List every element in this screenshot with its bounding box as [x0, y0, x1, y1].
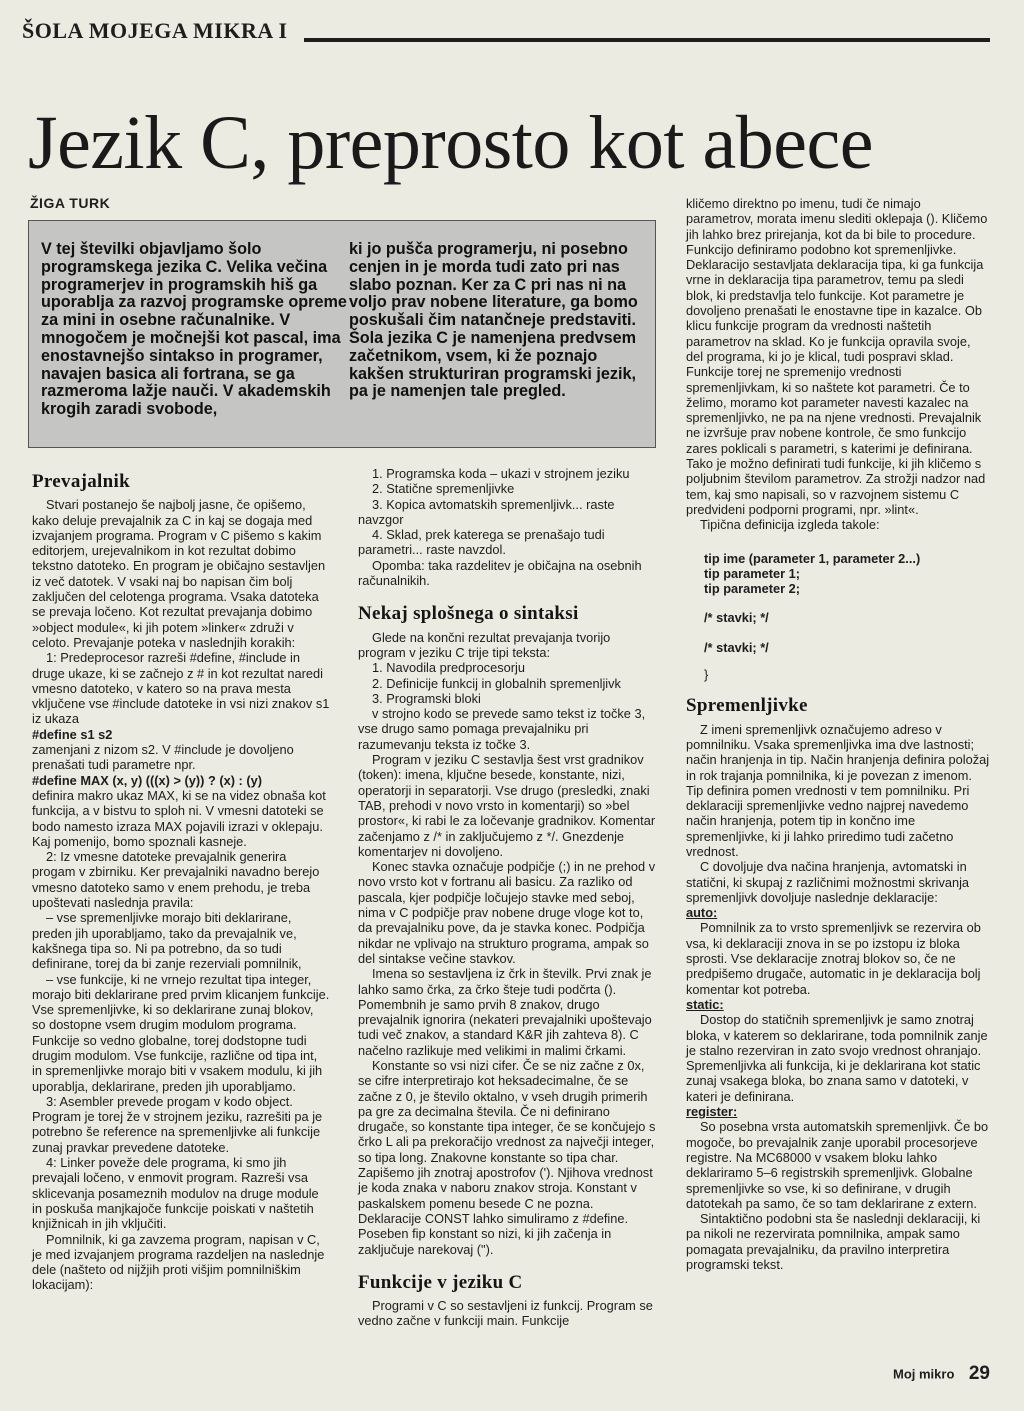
list-item: 1. Programska koda – ukazi v strojnem jeziku	[372, 466, 630, 481]
paragraph: Stvari postanejo še najbolj jasne, če opišemo, kako deluje prevajalnik za C in kaj se dogaja med izvajanjem programa. Program v C pišemo s kakim editorjem, urejevalnikom in kot rezultat dobimo tekstno datoteko. En program je običajno sestavljen iz več datotek. V vsaki naj bo napisan čim bolj zaključen del celotenga programa. Vsaka datoteka se prevaja ločeno. Kot rezultat prevajanja dobimo »object module«, ki jih potem »linker« združi v celoto. Prevajanje poteka v naslednjih korakih:	[32, 497, 326, 650]
lead-text-left: V tej številki objavljamo šolo programskega jezika C. Velika večina programerjev in programskih hiš ga uporablja za razvoj programske opreme za mini in osebne računalnike. V mnogočem je močnejši kot pascal, ima enostavnejšo sintakso in programer, navajen basica ali fortrana, se ga razmeroma lažje nauči. V akademskih krogih zaradi svobode,	[41, 240, 347, 419]
paragraph: Program v jeziku C sestavlja šest vrst gradnikov (token): imena, ključne besede, konstante, nizi, operatorji in separatorji. Vse drugo (presledki, znaki TAB, prehodi v novo vrsto in komentarji) so »bel prostor«, ki rabi le za ločevanje gradnikov. Komentar začenjamo z /* in zaključujemo z */. Gnezdenje komentarjev ni dovoljeno.	[358, 752, 656, 859]
paragraph: Konstante so vsi nizi cifer. Če se niz začne z 0x, se cifre interpretirajo kot heksadecimalne, če se začne z 0, je število oktalno, v vseh drugih primerih pa gre za decimalna števila. Če ni definirano drugače, so konstante tipa integer, če se končujejo s črko L ali pa prekoračijo vrednost za največji integer, so tipa long. Znakovne konstante so tipa char. Zapišemo jih znotraj apostrofov ('). Njihova vrednost je koda znaka v naboru znakov stroja. Konstant v paskalskem pomenu besede C ne pozna. Deklaracije CONST lahko simuliramo z #define. Poseben fip konstant so nizi, ki jih začenja in zaključuje narekovaj (").	[358, 1057, 656, 1257]
list-item: 3. Kopica avtomatskih spremenljivk... raste navzgor	[358, 496, 615, 527]
list-item: 3. Programski bloki	[372, 690, 481, 706]
paragraph: 2: Iz vmesne datoteke prevajalnik generira progam v zbirniku. Ker prevajalniki navadno berejo vmesno datoteko samo v enem prehodu, je treba upoštevati naslednja pravila:	[32, 849, 320, 911]
heading-spremenljivke: Spremenljivke	[686, 695, 808, 717]
paragraph: Konec stavka označuje podpičje (;) in ne prehod v novo vrsto kot v fortranu ali basicu. Za razliko od pascala, kjer podpičje ločujejo stavke med seboj, nima v C podpičje prav nobene druge vloge kot to, da prevajalniku pove, da je stavka konec. Podpičja nikdar ne vplivajo na strukturo programa, ampak so del sintakse večine stavkov.	[358, 859, 656, 966]
header-rule	[304, 38, 990, 42]
paragraph: Sintaktično podobni sta še naslednji deklaraciji, ki pa nikoli ne rezervirata pomnilnika, ampak samo pomagata prevajalniku, da pravilno interpretira programski tekst.	[686, 1211, 981, 1272]
list-item: 2. Statične spremenljivke	[372, 481, 515, 497]
lead-box	[28, 220, 656, 448]
paragraph: Tipična definicija izgleda takole:	[700, 517, 880, 533]
label-register: register:	[686, 1104, 738, 1120]
heading-funkcije: Funkcije v jeziku C	[358, 1271, 523, 1293]
list-item: 2. Definicije funkcij in globalnih spremenljivk	[372, 675, 621, 691]
paragraph: definira makro ukaz MAX, ki se na videz obnaša kot funkcija, a v bistvu to sploh ni. V vmesni datoteki se bodo namesto izraza MAX pojavili izrazi v oklepaju. Kaj pomenijo, bomo spoznali kasneje.	[32, 787, 326, 849]
paragraph: Glede na končni rezultat prevajanja tvorijo program v jeziku C trije tipi teksta:	[358, 629, 611, 660]
page-footer	[893, 1363, 990, 1385]
paragraph: – vse funkcije, ki ne vrnejo rezultat tipa integer, morajo biti deklarirane pred prvim klicanjem funkcije. Vse spremenljivke, ki so deklarirane zunaj blokov, so dostopne vsem drugim modulom programa. Funkcije so vedno globalne, torej dodstopne tudi drugim modulom. Vse funkcije, različne od tipa int, in spremenljivke morajo biti v vsakem modulu, ki jih uporablja, deklarirane, preden jih uporabljamo.	[32, 971, 330, 1094]
code-line: tip parameter 1;	[704, 565, 801, 581]
paragraph: Dostop do statičnih spremenljivk je samo znotraj bloka, v katerem so deklarirane, toda pomnilnik zanje je stalno rezerviran in zato svojo vrednost ohranjajo. Spremenljivka ali funkcija, ki je deklarirana kot static zunaj vsakega bloka, bo znana samo v datoteki, v kateri je definirana.	[686, 1012, 988, 1104]
page-number: 29	[968, 1363, 990, 1384]
code-line: /* stavki; */	[704, 610, 769, 626]
paragraph: 1: Predeprocesor razreši #define, #include in druge ukaze, ki se začnejo z # in kot rezultat naredi vmesno datoteko, v katero so na prava mesta vključene vse #include datoteke in vsi nizi znakov s1 iz ukaza	[32, 650, 330, 727]
heading-sintaksa: Nekaj splošnega o sintaksi	[358, 603, 579, 625]
section-header	[22, 18, 990, 48]
code-line: /* stavki; */	[704, 639, 769, 655]
list-item: 1. Navodila predprocesorju	[372, 660, 525, 676]
list-item: 4. Sklad, prek katerega se prenašajo tudi parametri... raste navzdol.	[358, 527, 605, 558]
label-auto: auto:	[686, 905, 718, 921]
paragraph: Imena so sestavljena iz črk in številk. Prvi znak je lahko samo črka, za črko šteje tudi podčrta (). Pomembnih je samo prvih 8 znakov, drugo prevajalnik ignorira (nekateri prevajalniki upoštevajo tudi več znakov, a standard K&R jih zahteva 8). C načelno razlikuje med velikimi in malimi črkami.	[358, 966, 652, 1058]
paragraph: v strojno kodo se prevede samo tekst iz točke 3, vse drugo samo pomaga prevajalniku pri razumevanju teksta iz točke 3.	[358, 706, 646, 752]
code-line: #define MAX (x, y) (((x) > (y)) ? (x) : (y)	[32, 772, 263, 788]
label-static: static:	[686, 996, 724, 1012]
paragraph: Pomnilnik, ki ga zavzema program, napisan v C, je med izvajanjem programa razdeljen na naslednje dele (našteto od nijžjih proti višjim pomnilniškim lokacijam):	[32, 1231, 325, 1293]
paragraph: 4: Linker poveže dele programa, ki smo jih prevajali ločeno, v enmovit program. Razreši vsa sklicevanja posameznih modulov na druge module in poskuša manjkajoče funkcije poiskati v naštetih knjižnicah in jih vključiti.	[32, 1155, 319, 1232]
article-title: Jezik C, preprosto kot abece	[28, 101, 873, 185]
paragraph: 3: Asembler prevede progam v kodo object. Program je torej že v strojnem jeziku, razrešiti pa je potrebno še reference na spremenljivke ali funkcije zunaj pravkar prevedene datoteke.	[32, 1093, 323, 1155]
lead-text-right: ki jo pušča programerju, ni posebno cenjen in je morda tudi zato pri nas slabo poznan. Ker za C pri nas ni na voljo prav nobene literature, ga bomo poskušali čim natančneje predstaviti. Šola jezika C je namenjena predvsem začetnikom, vsem, ki že poznajo kakšen strukturiran programski jezik, pa je namenjen tale pregled.	[349, 240, 638, 401]
section-title: ŠOLA MOJEGA MIKRA I	[22, 18, 288, 43]
paragraph: – vse spremenljivke morajo biti deklarirane, preden jih uporabljamo, tako da prevajalnik ve, kakšnega tipa so. Ni pa potrebno, da so tudi definirane, torej da bi zanje rezerviali pomnilnik,	[32, 910, 302, 972]
magazine-name: Moj mikro	[893, 1366, 955, 1382]
column-2	[358, 466, 658, 1329]
column-1	[32, 470, 330, 1293]
code-line: tip ime (parameter 1, parameter 2...)	[704, 550, 921, 566]
paragraph: Z imeni spremenljivk označujemo adreso v pomnilniku. Vsaka spremenljivka ima dve lastnosti; način hranjenja in tip. Način hranjenja definira položaj in rok trajanja pomnilnika, ki je povezan z imenom. Tip definira pomen vrednosti v tem pomnilniku. Pri deklaraciji spremenljivke vedno najprej navedemo način hranjenja, potem tip in končno ime spremenljivke, ki ji lahko priredimo tudi začetno vrednost.	[686, 721, 990, 859]
code-line: tip parameter 2;	[704, 581, 801, 597]
article-author: ŽIGA TURK	[30, 195, 111, 211]
paragraph: Programi v C so sestavljeni iz funkcij. Program se vedno začne v funkciji main. Funkcije	[358, 1298, 653, 1329]
paragraph: kličemo direktno po imenu, tudi če nimajo parametrov, morata imenu slediti oklepaja (). Kličemo jih lahko brez prirejanja, kot da bi bile to procedure. Funkcijo definiramo podobno kot spremenljivke. Deklaracijo sestavljata deklaracija tipa, ki ga funkcija vrne in deklaracija tipa parametrov, temu pa sledi blok, ki predstavlja telo funkcije. Kot parametre je dovoljeno prenašati le enostavne tipe in kazalce. Ob klicu funkcije program da vrednosti naštetih parametrov na sklad. Ko je funkcija opravila svoje, del programa, ki jo je klical, tudi pospravi sklad. Funkcije torej ne spremenijo vrednosti spremenljivkam, ki so naštete kot parametri. Če to želimo, moramo kot parameter navesti kazalec na spremenljivko, ne pa na njene vrednosti. Prevajalnik ne izvršuje prav nobene kontrole, če smo funkcijo zares poklicali s parametri, s katerimi je definirana. Tako je možno definirati tudi funkcije, ki jih kličemo s poljubnim številom parametrov. Za strožji nadzor nad tem, kaj smo napisali, so v razvojnem sistemu C predvideni podporni programi, npr. »lint«.	[686, 196, 988, 517]
code-line: }	[704, 667, 709, 683]
paragraph: So posebna vrsta automatskih spremenljivk. Če bo mogoče, bo prevajalnik zanje uporabil procesorjeve registre. Na MC68000 v vsakem bloku lahko deklariramo 5–6 registrskih spremenljivk. Globalne spremenljivke so vse, ki so definirane, v drugih datotekah pa samo, če so tam deklarirane z extern.	[686, 1119, 989, 1211]
note: Opomba: taka razdelitev je običajna na osebnih računalnikih.	[358, 557, 642, 589]
column-3	[686, 196, 990, 1272]
paragraph: Pomnilnik za to vrsto spremenljivk se rezervira ob vsa, ki deklaraciji znova in se po izstopu iz bloka sprosti. Vse deklaracije znotraj blokov so, če ne predpišemo drugače, automatic in je deklaracija bolj komentar kot potreba.	[686, 920, 981, 997]
paragraph: C dovoljuje dva načina hranjenja, avtomatski in statični, ki skupaj z različnimi možnostmi skrivanja spremenljivk dovoljuje naslednje deklaracije:	[686, 859, 970, 905]
heading-prevajalnik: Prevajalnik	[32, 471, 130, 492]
paragraph: zamenjani z nizom s2. V #include je dovoljeno prenašati tudi parametre npr.	[32, 742, 294, 773]
code-line: #define s1 s2	[32, 726, 113, 742]
